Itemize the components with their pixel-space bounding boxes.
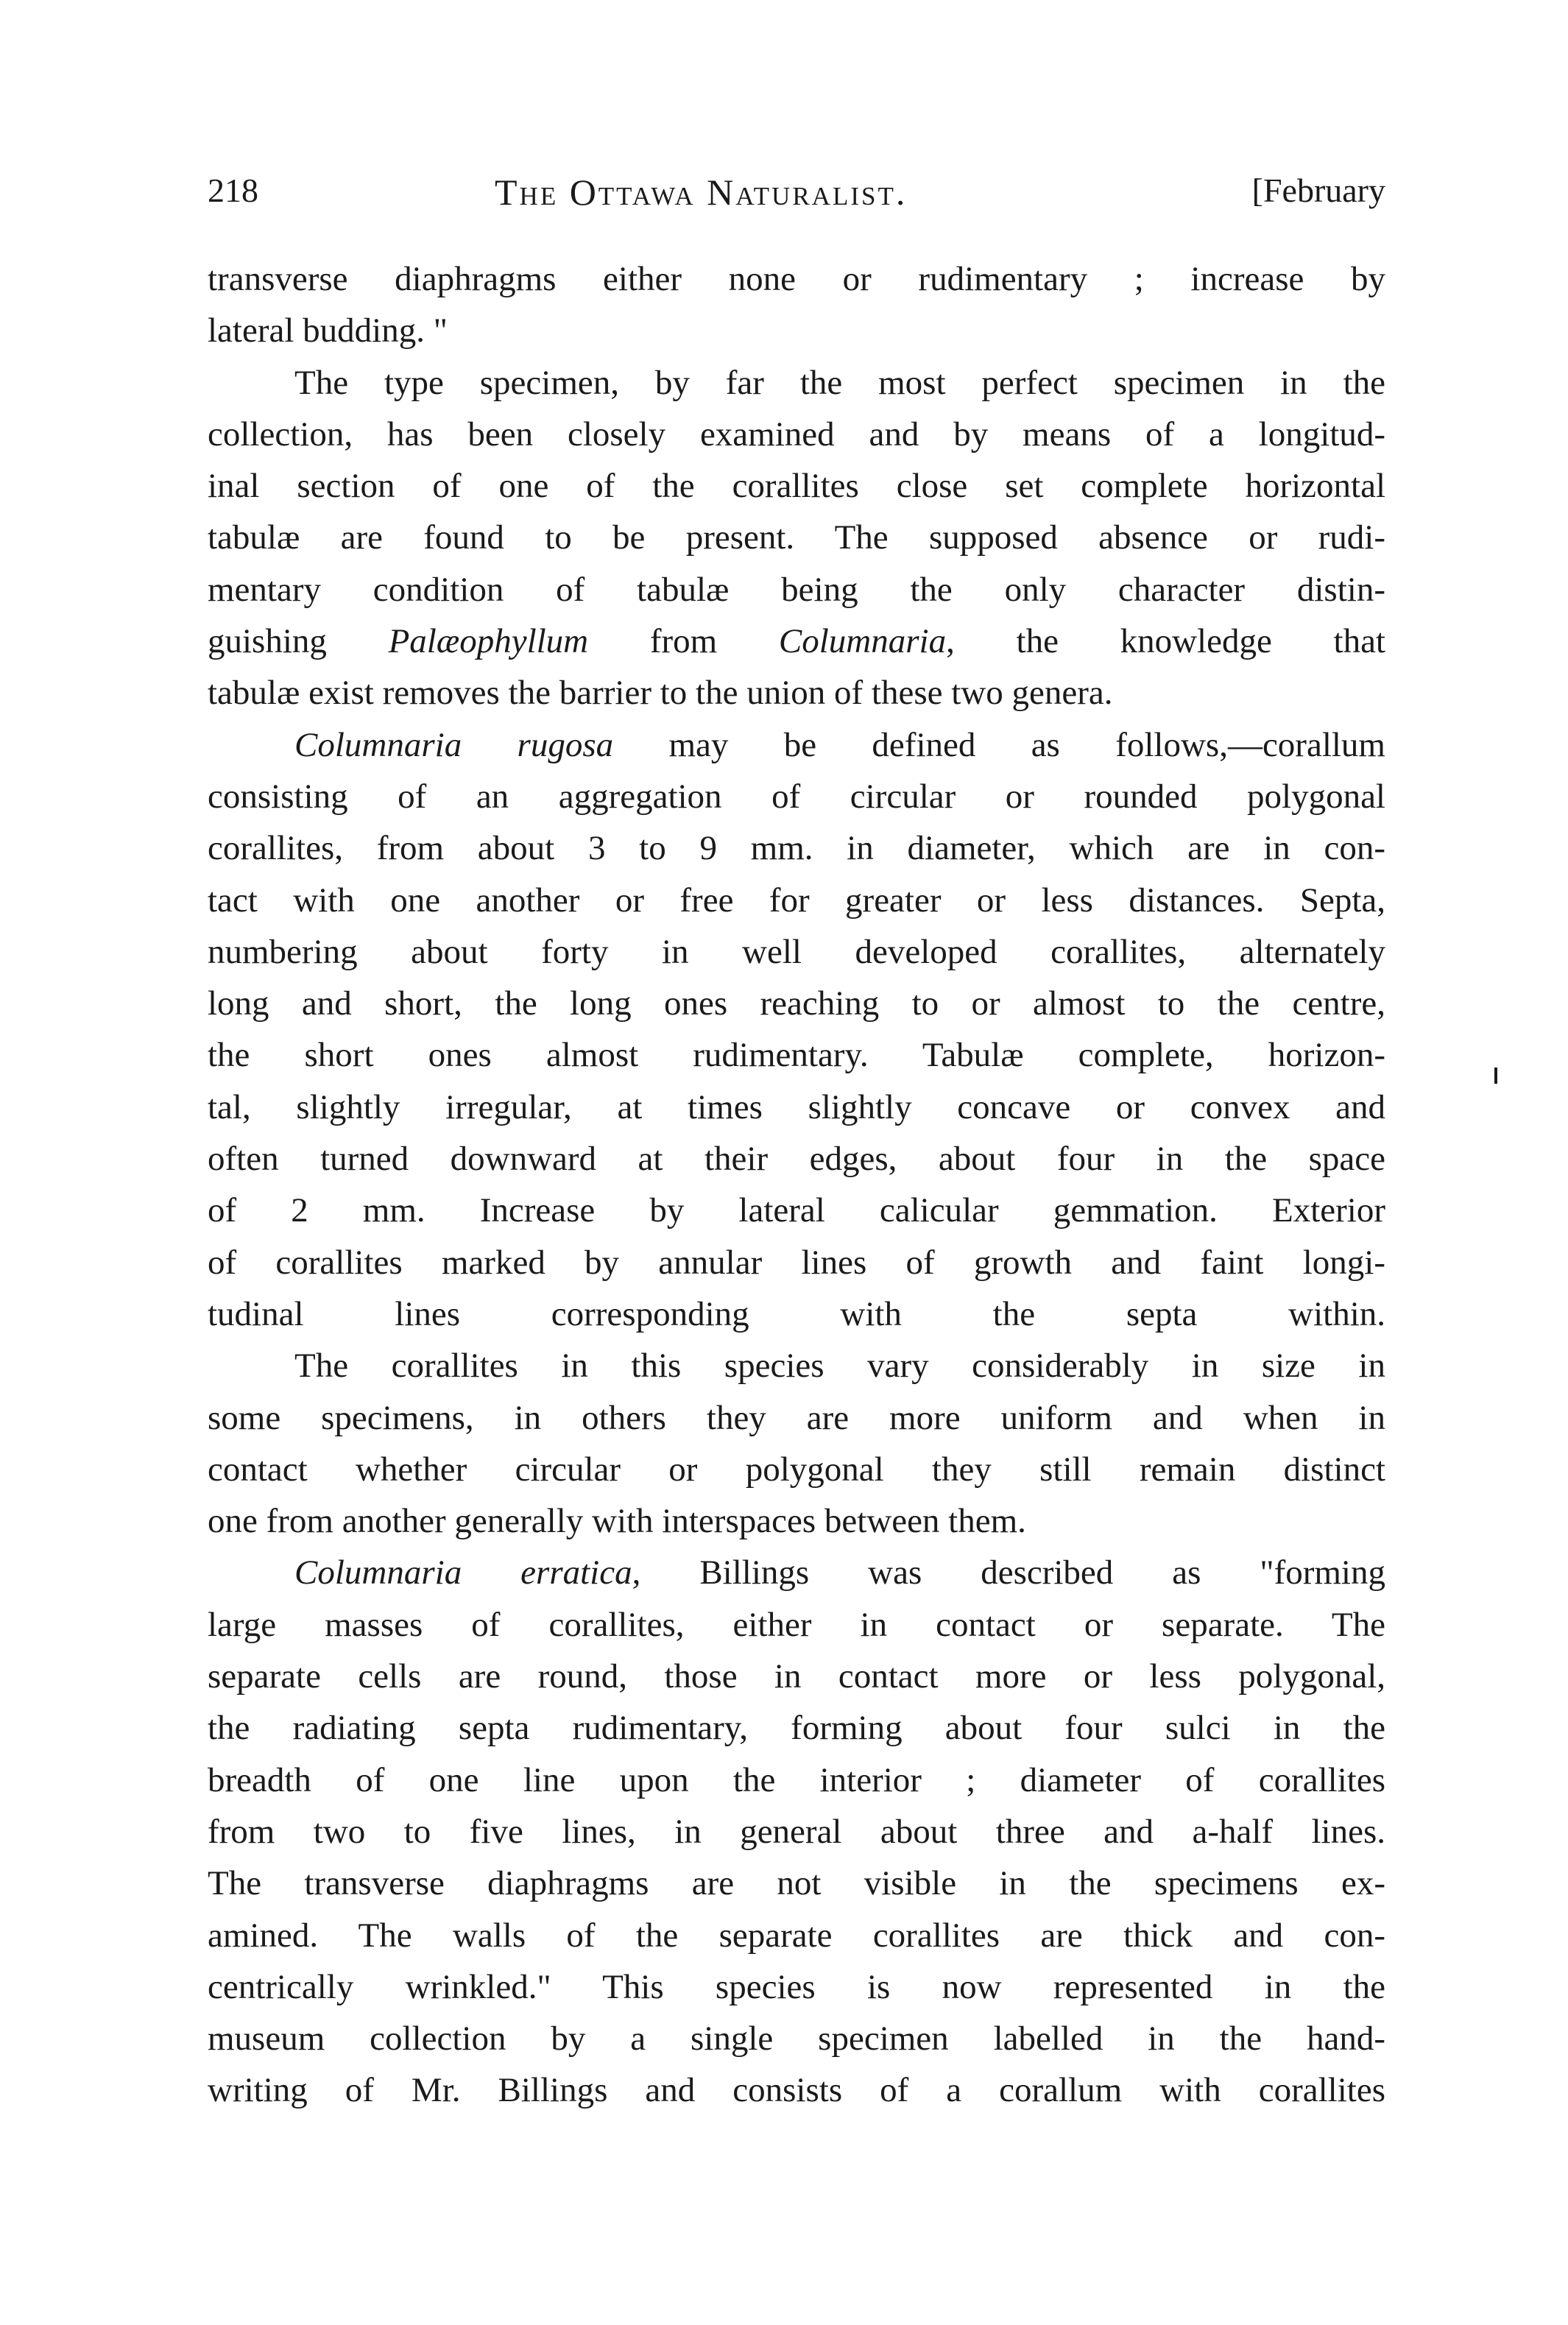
paragraph-line: long and short, the long ones reaching to or almost to the centre, bbox=[208, 984, 1385, 1023]
paragraph-line: The transverse diaphragms are not visible in the specimens ex- bbox=[208, 1864, 1385, 1903]
paragraph-line: centrically wrinkled." This species is now represented in the bbox=[208, 1967, 1385, 2006]
paragraph-line: often turned downward at their edges, about four in the space bbox=[208, 1140, 1385, 1179]
genus-name: Columnaria bbox=[778, 622, 947, 661]
paragraph-line bbox=[208, 615, 1385, 667]
issue-month: [February bbox=[1251, 172, 1385, 209]
paragraph-line: breadth of one line upon the interior ; diameter of corallites bbox=[208, 1760, 1385, 1799]
paragraph-line: separate cells are round, those in contact more or less polygonal, bbox=[208, 1657, 1385, 1696]
paragraph-line: tal, slightly irregular, at times slightly concave or convex and bbox=[208, 1087, 1385, 1126]
text-run: guishing bbox=[208, 622, 389, 661]
genus-name: Palæophyllum bbox=[388, 622, 589, 661]
paragraph-line: of 2 mm. Increase by lateral calicular gemmation. Exterior bbox=[208, 1191, 1385, 1230]
paragraph-line: consisting of an aggregation of circular or rounded polygonal bbox=[208, 777, 1385, 816]
paragraph-line: large masses of corallites, either in contact or separate. The bbox=[208, 1605, 1385, 1644]
paragraph-line: the short ones almost rudimentary. Tabulæ complete, horizon- bbox=[208, 1036, 1385, 1075]
paragraph-line: tabulæ are found to be present. The supposed absence or rudi- bbox=[208, 518, 1385, 557]
paragraph-line: of corallites marked by annular lines of growth and faint longi- bbox=[208, 1243, 1385, 1282]
paragraph-line bbox=[208, 719, 1385, 771]
paragraph-line: lateral budding. " bbox=[208, 311, 448, 350]
text-run: , the knowledge that bbox=[946, 622, 1385, 661]
paragraph-line: from two to five lines, in general about three and a-half lines. bbox=[208, 1812, 1385, 1851]
paragraph-line: one from another generally with interspaces between them. bbox=[208, 1502, 1026, 1541]
paragraph-line: contact whether circular or polygonal they still remain distinct bbox=[208, 1450, 1385, 1489]
page-number: 218 bbox=[208, 172, 258, 209]
running-head bbox=[208, 171, 1385, 230]
margin-mark bbox=[1494, 1068, 1497, 1084]
paragraph-line: museum collection by a single specimen labelled in the hand- bbox=[208, 2019, 1385, 2058]
paragraph-line: amined. The walls of the separate corallites are thick and con- bbox=[208, 1916, 1385, 1955]
paragraph-line: the radiating septa rudimentary, forming about four sulci in the bbox=[208, 1709, 1385, 1748]
paragraph-line: The corallites in this species vary considerably in size in bbox=[294, 1347, 1385, 1386]
journal-title: The Ottawa Naturalist. bbox=[495, 172, 908, 213]
paragraph-line: The type specimen, by far the most perfect specimen in the bbox=[294, 363, 1385, 402]
species-name: Columnaria rugosa bbox=[294, 725, 614, 764]
paragraph-line bbox=[208, 1547, 1385, 1598]
body-text bbox=[208, 253, 1385, 2117]
species-name: Columnaria erratica bbox=[294, 1553, 632, 1592]
paragraph-line: some specimens, in others they are more uniform and when in bbox=[208, 1398, 1385, 1437]
paragraph-line: mentary condition of tabulæ being the only character distin- bbox=[208, 570, 1385, 609]
paragraph-line: collection, has been closely examined and by means of a longitud- bbox=[208, 414, 1385, 454]
text-run: may be defined as follows,—corallum bbox=[613, 725, 1385, 764]
text-run: , Billings was described as "forming bbox=[632, 1553, 1385, 1592]
paragraph-line: writing of Mr. Billings and consists of a corallum with corallites bbox=[208, 2071, 1385, 2110]
text-run: from bbox=[588, 622, 779, 661]
paragraph-line: tact with one another or free for greater or less distances. Septa, bbox=[208, 881, 1385, 920]
paragraph-line: transverse diaphragms either none or rudimentary ; increase by bbox=[208, 260, 1385, 298]
paragraph-line: tabulæ exist removes the barrier to the union of these two genera. bbox=[208, 674, 1113, 713]
paragraph-line: tudinal lines corresponding with the septa within. bbox=[208, 1294, 1385, 1333]
paragraph-line: corallites, from about 3 to 9 mm. in diameter, which are in con- bbox=[208, 829, 1385, 868]
paragraph-line: numbering about forty in well developed corallites, alternately bbox=[208, 932, 1385, 971]
page bbox=[208, 171, 1385, 2117]
paragraph-line: inal section of one of the corallites close set complete horizontal bbox=[208, 467, 1385, 506]
